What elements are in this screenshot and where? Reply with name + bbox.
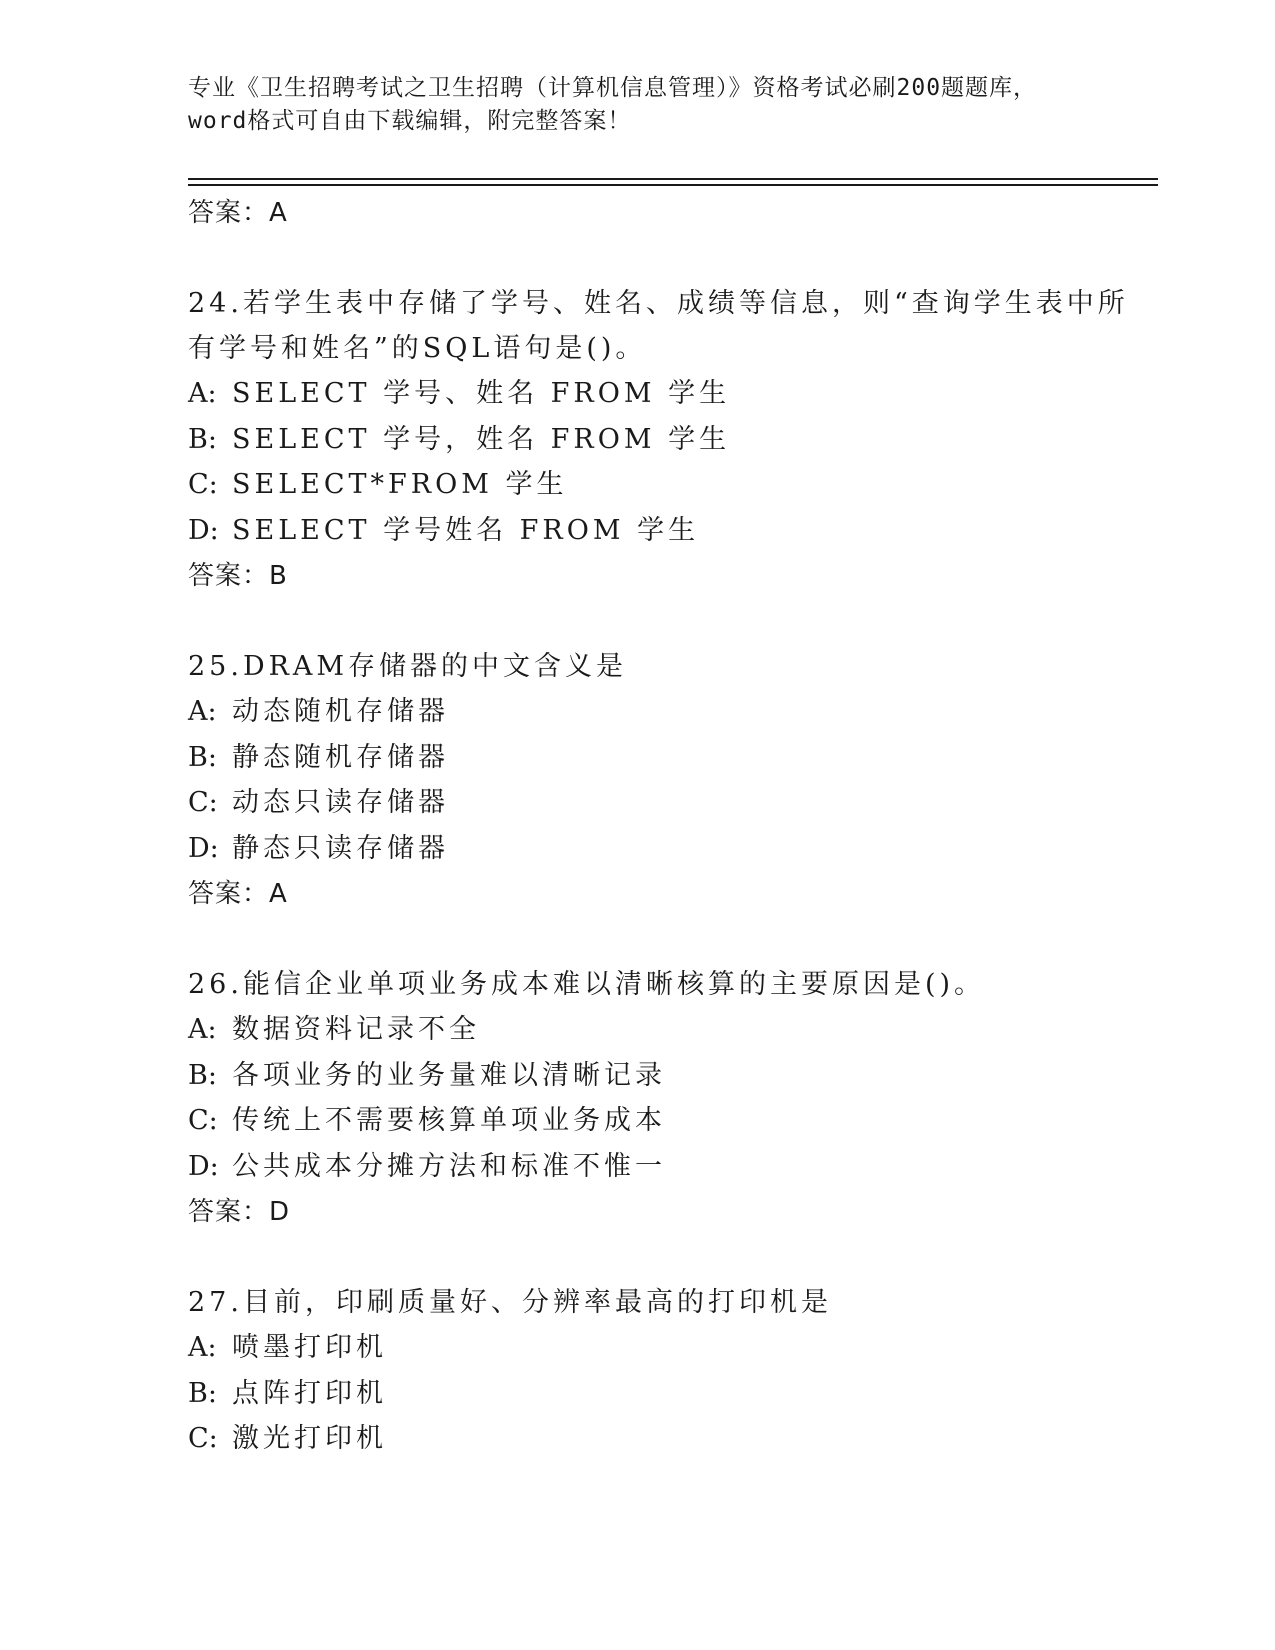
option-text: SELECT 学号，姓名 FROM 学生: [232, 423, 731, 455]
option-key: D:: [188, 514, 219, 546]
question-block-24: [188, 281, 1148, 599]
option-c: [188, 462, 1148, 508]
option-key: D:: [188, 832, 219, 864]
option-key: A:: [188, 378, 217, 409]
option-key: B:: [188, 741, 217, 773]
option-text: 传统上不需要核算单项业务成本: [232, 1105, 666, 1136]
option-a: [188, 1007, 1148, 1053]
question-block-27: [188, 1280, 1148, 1462]
option-c: [188, 780, 1148, 826]
option-d: [188, 508, 1148, 554]
option-text: SELECT 学号、姓名 FROM 学生: [232, 378, 731, 409]
answer-line: 答案：D: [188, 1197, 291, 1227]
option-text: 各项业务的业务量难以清晰记录: [232, 1059, 666, 1091]
document-header: [188, 72, 1088, 138]
option-d: [188, 1144, 1148, 1190]
answer-line: 答案：A: [188, 879, 288, 909]
option-c: [188, 1098, 1148, 1144]
option-text: 公共成本分摊方法和标准不惟一: [232, 1150, 666, 1182]
option-b: [188, 1053, 1148, 1099]
option-key: C:: [188, 469, 218, 500]
header-line-2: word格式可自由下载编辑，附完整答案！: [188, 108, 632, 134]
option-text: SELECT 学号姓名 FROM 学生: [232, 514, 700, 546]
question-stem: 24.若学生表中存储了学号、姓名、成绩等信息，则“查询学生表中所有学号和姓名”的SQL语句是()。: [188, 288, 1129, 364]
header-divider-bottom: [188, 184, 1158, 186]
previous-answer: 答案：A: [188, 198, 288, 228]
question-list: [188, 190, 1148, 1462]
answer-line: 答案：B: [188, 561, 288, 591]
question-stem: 27.目前，印刷质量好、分辨率最高的打印机是: [188, 1287, 832, 1318]
option-key: C:: [188, 1423, 218, 1454]
option-key: C:: [188, 787, 218, 818]
question-block-25: [188, 644, 1148, 917]
option-text: 动态随机存储器: [232, 696, 449, 727]
option-text: SELECT*FROM 学生: [232, 469, 568, 500]
option-key: B:: [188, 1377, 217, 1409]
question-stem: 25.DRAM存储器的中文含义是: [188, 651, 628, 682]
option-text: 激光打印机: [232, 1423, 387, 1454]
option-key: B:: [188, 1059, 217, 1091]
option-c: [188, 1416, 1148, 1462]
option-d: [188, 826, 1148, 872]
option-key: A:: [188, 1014, 217, 1045]
question-block-26: [188, 962, 1148, 1235]
option-a: [188, 689, 1148, 735]
option-text: 点阵打印机: [232, 1377, 387, 1409]
option-a: [188, 371, 1148, 417]
option-key: A:: [188, 696, 217, 727]
option-b: [188, 1371, 1148, 1417]
option-key: A:: [188, 1332, 217, 1363]
question-stem: 26.能信企业单项业务成本难以清晰核算的主要原因是()。: [188, 969, 986, 1000]
header-divider-top: [188, 178, 1158, 180]
option-b: [188, 417, 1148, 463]
option-b: [188, 735, 1148, 781]
option-key: C:: [188, 1105, 218, 1136]
option-text: 喷墨打印机: [232, 1332, 387, 1363]
header-line-1: 专业《卫生招聘考试之卫生招聘（计算机信息管理）》资格考试必刷200题题库，: [188, 75, 1038, 101]
option-key: D:: [188, 1150, 219, 1182]
option-text: 静态只读存储器: [232, 832, 449, 864]
option-text: 静态随机存储器: [232, 741, 449, 773]
option-text: 数据资料记录不全: [232, 1014, 480, 1045]
option-text: 动态只读存储器: [232, 787, 449, 818]
option-a: [188, 1325, 1148, 1371]
option-key: B:: [188, 423, 217, 455]
